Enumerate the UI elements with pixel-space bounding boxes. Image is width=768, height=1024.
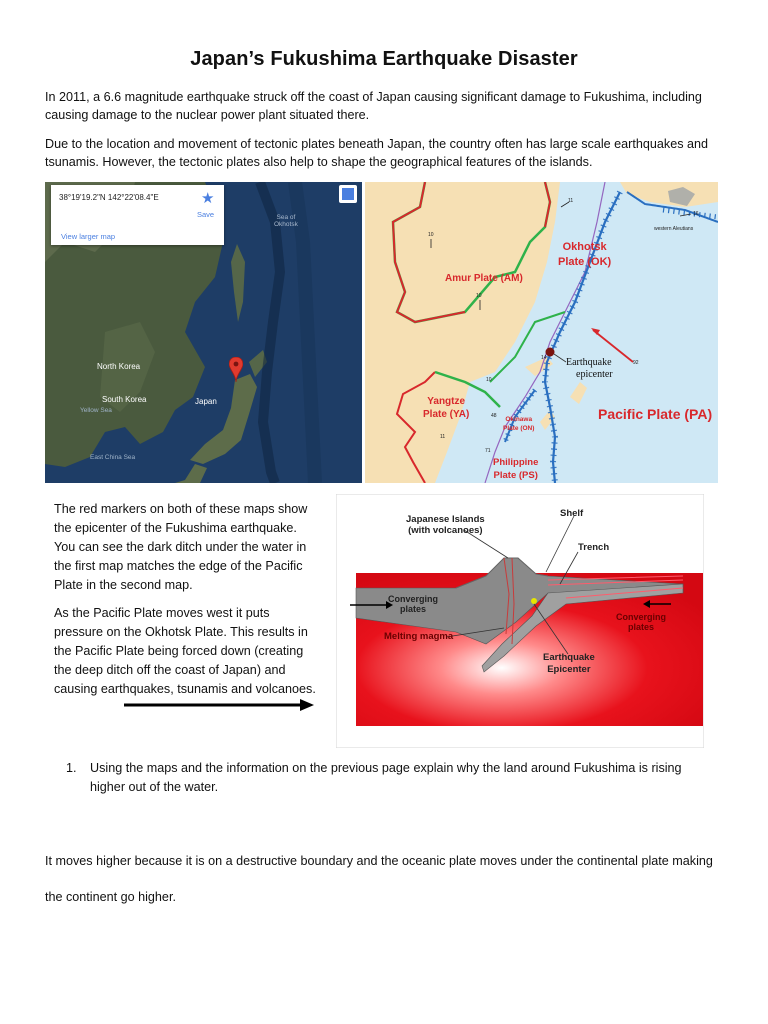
- intro-paragraph-1: In 2011, a 6.6 magnitude earthquake struck off the coast of Japan causing significant damage to Fukushima, including causing damage to the nuclear power plant situated there.: [45, 90, 702, 122]
- japanese-islands-label: Japanese Islands (with volcanoes): [406, 514, 485, 536]
- side-paragraph-1: The red markers on both of these maps show the epicenter of the Fukushima earthquake. You can see the dark ditch under the water in the first map matches the edge of the Pacific Plate in the second map.: [54, 502, 308, 592]
- save-link[interactable]: Save: [197, 210, 215, 219]
- earthquake-epicenter-label: Earthquake epicenter: [566, 357, 613, 380]
- question-text: Using the maps and the information on the previous page explain why the land around Fukushima is rising higher out of the water.: [90, 761, 682, 794]
- converging-plates-left-label: Converging plates: [388, 594, 439, 614]
- right-arrow-icon: [122, 697, 316, 713]
- western-aleutians-label: western Aleutians: [654, 226, 694, 232]
- japan-label: Japan: [195, 397, 217, 406]
- okinawa-plate-label: Okinawa Plate (ON): [503, 416, 535, 432]
- okhotsk-plate-label: Okhotsk Plate (OK): [558, 241, 612, 268]
- map-info-card: [51, 185, 224, 245]
- south-korea-label: South Korea: [102, 395, 147, 404]
- trench-label: Trench: [578, 542, 610, 553]
- philippine-plate-label: Philippine Plate (PS): [493, 457, 539, 481]
- yellow-sea-label: Yellow Sea: [80, 407, 112, 414]
- east-china-sea-label: East China Sea: [90, 454, 136, 461]
- intro-paragraph-2: Due to the location and movement of tectonic plates beneath Japan, the country often has large scale earthquakes and tsunamis. However, the tectonic plates also help to shape the geographical features of the islands.: [45, 137, 709, 169]
- sea-of-okhotsk-label: Sea of Okhotsk: [274, 214, 298, 228]
- shelf-label: Shelf: [560, 508, 584, 519]
- map-pin-icon[interactable]: [229, 357, 243, 383]
- converging-plates-right-label: Converging plates: [616, 612, 667, 632]
- side-paragraph-2: As the Pacific Plate moves west it puts pressure on the Okhotsk Plate. This results in the Pacific Plate being forced down (creating the deep ditch off the coast of Japan) and causing earthquakes, tsunamis and volcanoes.: [54, 606, 316, 696]
- answer-line-1[interactable]: It moves higher because it is on a destructive boundary and the oceanic plate moves under the continental plate making: [45, 854, 713, 868]
- page-title: Japan’s Fukushima Earthquake Disaster: [190, 48, 578, 70]
- person-icon: [342, 188, 354, 200]
- star-icon[interactable]: ★: [201, 190, 215, 207]
- question-number: 1.: [66, 761, 77, 775]
- satellite-map: [45, 182, 362, 483]
- pegman-button[interactable]: [339, 185, 357, 203]
- pacific-plate-label: Pacific Plate (PA): [598, 406, 713, 422]
- coordinates-text: 38°19'19.2"N 142°22'08.4"E: [59, 193, 159, 202]
- yangtze-plate-label: Yangtze Plate (YA): [423, 396, 470, 420]
- view-larger-map-link[interactable]: View larger map: [61, 232, 116, 241]
- north-korea-label: North Korea: [97, 362, 141, 371]
- subduction-diagram: [336, 494, 704, 748]
- answer-line-2[interactable]: the continent go higher.: [45, 890, 176, 904]
- amur-plate-label: Amur Plate (AM): [445, 273, 523, 284]
- earthquake-epicenter-diagram-label: Earthquake Epicenter: [543, 652, 595, 675]
- tectonic-plate-map: Amur Plate (AM) Okhotsk Plate (OK) Pacific Plate (PA) Yangtze Plate (YA) Okinawa Plate (ON) Philippine Plate (PS) Earthquake epicenter western Aleutians 11 10 10 16 14 92 48 10 71 11: [365, 182, 718, 483]
- melting-magma-label: Melting magma: [384, 631, 454, 642]
